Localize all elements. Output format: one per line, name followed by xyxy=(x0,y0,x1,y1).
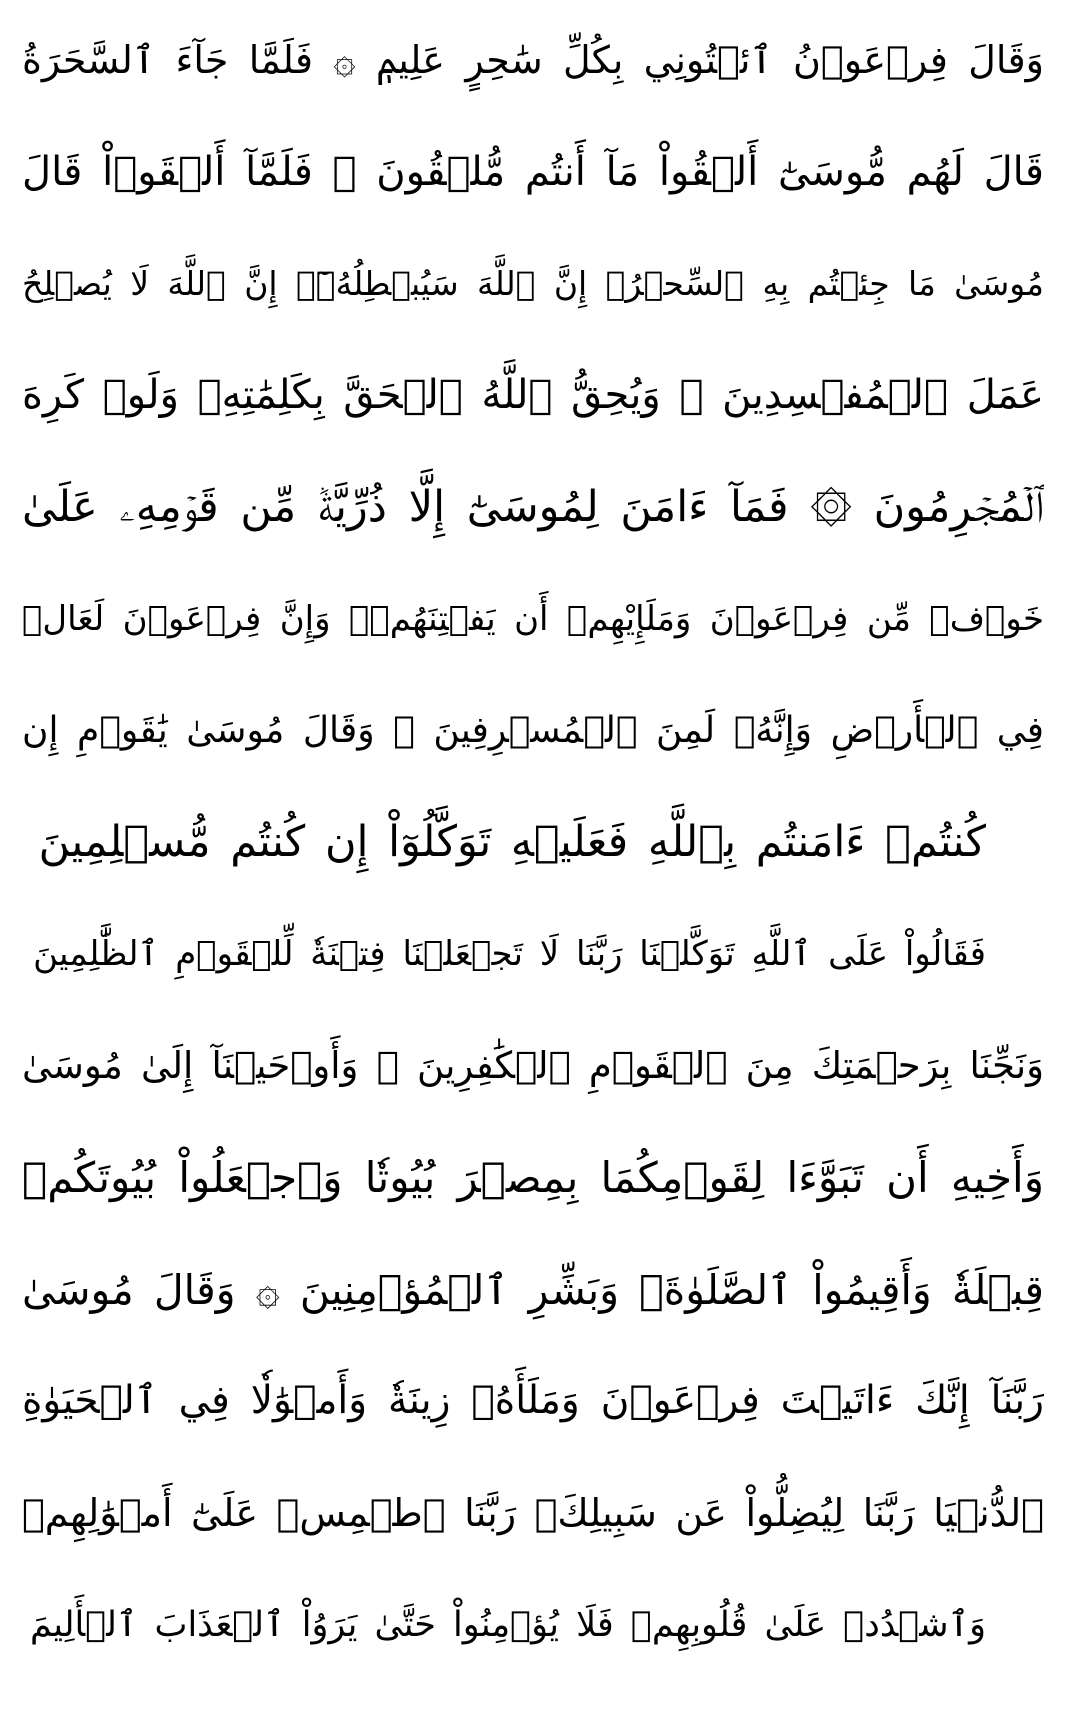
verse-line-2: قَالَ لَهُم مُّوسَىٰٓ أَلۡقُواْ مَآ أَنتُم مُّلۡقُونَ ۞ فَلَمَّآ أَلۡقَوۡاْ قَالَ xyxy=(22,148,1044,195)
verse-line-1: وَقَالَ فِرۡعَوۡنُ ٱئۡتُونِي بِكُلِّ سَٰحِرٍ عَلِيمٖ ۞ فَلَمَّا جَآءَ ٱلسَّحَرَةُ xyxy=(22,38,1044,82)
verse-line-4: عَمَلَ ٱلۡمُفۡسِدِينَ ۞ وَيُحِقُّ ٱللَّهُ ٱلۡحَقَّ بِكَلِمَٰتِهِۦ وَلَوۡ كَرِهَ xyxy=(22,372,1044,419)
verse-line-11: وَأَخِيهِ أَن تَبَوَّءَا لِقَوۡمِكُمَا بِمِصۡرَ بُيُوتٗا وَٱجۡعَلُواْ بُيُوتَكُمۡ xyxy=(22,1152,1044,1202)
verse-line-15: وَٱشۡدُدۡ عَلَىٰ قُلُوبِهِمۡ فَلَا يُؤۡمِنُواْ حَتَّىٰ يَرَوُاْ ٱلۡعَذَابَ ٱلۡأَلِيمَ xyxy=(30,1604,986,1645)
verse-line-6: خَوۡفٖ مِّن فِرۡعَوۡنَ وَمَلَإِيْهِمۡ أَن يَفۡتِنَهُمۡۚ وَإِنَّ فِرۡعَوۡنَ لَعَالٖ xyxy=(22,598,1044,639)
verse-line-8: كُنتُمۡ ءَامَنتُم بِٱللَّهِ فَعَلَيۡهِ تَوَكَّلُوٓاْ إِن كُنتُم مُّسۡلِمِينَ xyxy=(38,817,986,868)
verse-line-10: وَنَجِّنَا بِرَحۡمَتِكَ مِنَ ٱلۡقَوۡمِ ٱلۡكَٰفِرِينَ ۞ وَأَوۡحَيۡنَآ إِلَىٰ مُوسَىٰ xyxy=(22,1044,1044,1088)
verse-lines xyxy=(22,18,1044,1687)
verse-line-7: فِي ٱلۡأَرۡضِ وَإِنَّهُۥ لَمِنَ ٱلۡمُسۡرِفِينَ ۞ وَقَالَ مُوسَىٰ يَٰقَوۡمِ إِن xyxy=(22,709,1044,751)
verse-line-14: ٱلدُّنۡيَا رَبَّنَا لِيُضِلُّواْ عَن سَبِيلِكَۖ رَبَّنَا ٱطۡمِسۡ عَلَىٰٓ أَمۡوَٰلِهِمۡ xyxy=(22,1491,1044,1536)
verse-line-12: قِبۡلَةٗ وَأَقِيمُواْ ٱلصَّلَوٰةَۗ وَبَشِّرِ ٱلۡمُؤۡمِنِينَ ۞ وَقَالَ مُوسَىٰ xyxy=(22,1265,1044,1314)
verse-line-5: ٱلۡمُجۡرِمُونَ ۞ فَمَآ ءَامَنَ لِمُوسَىٰٓ إِلَّا ذُرِّيَّةٞ مِّن قَوۡمِهِۦ عَلَىٰ xyxy=(22,482,1044,533)
verse-line-13: رَبَّنَآ إِنَّكَ ءَاتَيۡتَ فِرۡعَوۡنَ وَمَلَأَهُۥ زِينَةٗ وَأَمۡوَٰلٗا فِي ٱلۡحَيَوٰةِ xyxy=(22,1378,1044,1424)
verse-line-9: فَقَالُواْ عَلَى ٱللَّهِ تَوَكَّلۡنَا رَبَّنَا لَا تَجۡعَلۡنَا فِتۡنَةٗ لِّلۡقَوۡمِ ٱلظَّٰلِمِينَ xyxy=(33,934,986,975)
verse-line-3: مُوسَىٰ مَا جِئۡتُم بِهِ ٱلسِّحۡرُۖ إِنَّ ٱللَّهَ سَيُبۡطِلُهُۥٓۖ إِنَّ ٱللَّهَ لَا يُصۡلِحُ xyxy=(22,263,1044,303)
